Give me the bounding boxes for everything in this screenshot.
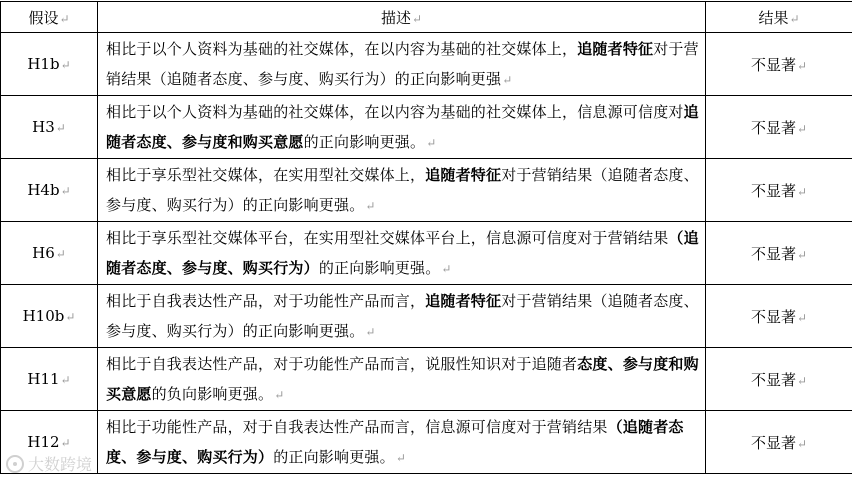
description-text: 相比于功能性产品，对于自我表达性产品而言，信息源可信度对于营销结果 <box>106 417 608 436</box>
hypothesis-id: H4b <box>27 181 60 199</box>
description-text: 的负向影响更强。 <box>151 384 274 403</box>
hypothesis-id: H1b <box>27 55 60 73</box>
hypothesis-result-cell: 不显著↵ <box>706 285 852 348</box>
hypothesis-result: 不显著 <box>750 118 796 137</box>
hypothesis-description-cell: 相比于自我表达性产品，对于功能性产品而言，说服性知识对于追随者态度、参与度和购买意愿的负向影响更强。↵ <box>98 348 706 411</box>
hypothesis-result-cell: 不显著↵ <box>706 159 852 222</box>
hypothesis-result-cell: 不显著↵ <box>706 348 852 411</box>
header-hypothesis-label: 假设 <box>28 8 59 27</box>
hypothesis-id: H11 <box>27 370 60 388</box>
table-row <box>1 222 852 285</box>
hypothesis-description-cell: 相比于功能性产品，对于自我表达性产品而言，信息源可信度对于营销结果（追随者态度、参与度、购买行为）的正向影响更强。↵ <box>98 411 706 474</box>
hypothesis-result: 不显著 <box>750 55 796 74</box>
hypothesis-result: 不显著 <box>750 433 796 452</box>
hypothesis-description-cell: 相比于自我表达性产品，对于功能性产品而言，追随者特征对于营销结果（追随者态度、参与度、购买行为）的正向影响更强。↵ <box>98 285 706 348</box>
description-emphasis: 追随者特征 <box>577 39 654 58</box>
description-emphasis: 追随者态度、参与度和购买意愿 <box>106 102 699 151</box>
hypothesis-id-cell: H4b↵ <box>1 159 98 222</box>
description-text: 相比于享乐型社交媒体，在实用型社交媒体上， <box>106 165 426 184</box>
hypothesis-result-cell: 不显著↵ <box>706 33 852 96</box>
hypothesis-table <box>0 1 852 474</box>
hypothesis-id: H12 <box>27 433 60 451</box>
table-row <box>1 159 852 222</box>
description-emphasis: 追随者特征 <box>425 291 502 310</box>
header-result: 结果↵ <box>706 2 852 33</box>
hypothesis-id-cell: H3↵ <box>1 96 98 159</box>
hypothesis-id-cell: H1b↵ <box>1 33 98 96</box>
hypothesis-result: 不显著 <box>750 370 796 389</box>
description-text: 相比于自我表达性产品，对于功能性产品而言， <box>106 291 426 310</box>
description-text: 的正向影响更强。 <box>273 447 395 466</box>
hypothesis-id: H6 <box>32 244 55 262</box>
hypothesis-result-cell: 不显著↵ <box>706 96 852 159</box>
header-hypothesis: 假设↵ <box>1 2 98 33</box>
description-text: 的正向影响更强。 <box>318 258 441 277</box>
description-text: 相比于自我表达性产品，对于功能性产品而言，说服性知识对于追随者 <box>106 354 578 373</box>
hypothesis-id-cell: H10b↵ <box>1 285 98 348</box>
table-row <box>1 33 852 96</box>
description-text: 对于营销结果（追随者态度、参与度、购买行为）的正向影响更强。 <box>106 291 699 340</box>
table-row <box>1 348 852 411</box>
table-row <box>1 285 852 348</box>
description-emphasis: （追随者态度、参与度、购买行为） <box>106 228 699 277</box>
table-row <box>1 96 852 159</box>
description-text: 对于营销结果（追随者态度、参与度、购买行为）的正向影响更强 <box>106 39 699 88</box>
hypothesis-result: 不显著 <box>750 307 796 326</box>
hypothesis-id: H10b <box>22 307 65 325</box>
hypothesis-id-cell: H11↵ <box>1 348 98 411</box>
hypothesis-result-cell: 不显著↵ <box>706 411 852 474</box>
hypothesis-id: H3 <box>32 118 55 136</box>
hypothesis-id-cell: H12↵ <box>1 411 98 474</box>
description-emphasis: （追随者态度、参与度、购买行为） <box>106 417 684 466</box>
header-description-label: 描述 <box>380 8 411 27</box>
hypothesis-description-cell: 相比于以个人资料为基础的社交媒体，在以内容为基础的社交媒体上，追随者特征对于营销结果（追随者态度、参与度、购买行为）的正向影响更强↵ <box>98 33 706 96</box>
description-text: 对于营销结果（追随者态度、参与度、购买行为）的正向影响更强。 <box>106 165 699 214</box>
description-emphasis: 追随者特征 <box>425 165 502 184</box>
description-text: 相比于以个人资料为基础的社交媒体，在以内容为基础的社交媒体上，信息源可信度对 <box>106 102 684 121</box>
hypothesis-description-cell: 相比于以个人资料为基础的社交媒体，在以内容为基础的社交媒体上，信息源可信度对追随者态度、参与度和购买意愿的正向影响更强。↵ <box>98 96 706 159</box>
hypothesis-description-cell: 相比于享乐型社交媒体平台，在实用型社交媒体平台上，信息源可信度对于营销结果（追随者态度、参与度、购买行为）的正向影响更强。↵ <box>98 222 706 285</box>
description-emphasis: 态度、参与度和购买意愿 <box>106 354 699 403</box>
description-text: 的正向影响更强。 <box>303 132 426 151</box>
table-header-row <box>1 2 852 33</box>
hypothesis-id-cell: H6↵ <box>1 222 98 285</box>
hypothesis-result: 不显著 <box>750 181 796 200</box>
description-text: 相比于享乐型社交媒体平台，在实用型社交媒体平台上，信息源可信度对于营销结果 <box>106 228 669 247</box>
header-result-label: 结果 <box>758 8 789 27</box>
hypothesis-result: 不显著 <box>750 244 796 263</box>
watermark-text: 大数跨境 <box>28 455 93 474</box>
hypothesis-result-cell: 不显著↵ <box>706 222 852 285</box>
hypothesis-description-cell: 相比于享乐型社交媒体，在实用型社交媒体上，追随者特征对于营销结果（追随者态度、参与度、购买行为）的正向影响更强。↵ <box>98 159 706 222</box>
table-row <box>1 411 852 474</box>
description-text: 相比于以个人资料为基础的社交媒体，在以内容为基础的社交媒体上， <box>106 39 578 58</box>
header-description: 描述↵ <box>98 2 706 33</box>
